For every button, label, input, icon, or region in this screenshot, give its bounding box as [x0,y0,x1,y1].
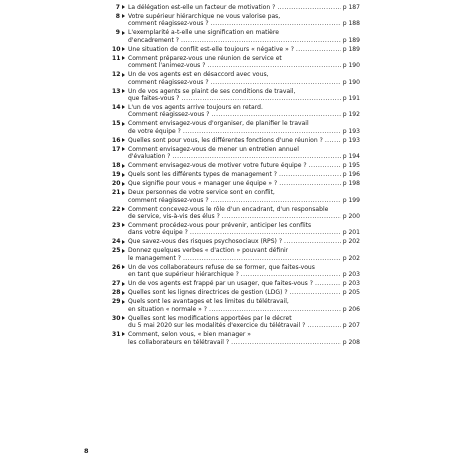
entry-line [128,153,360,160]
entry-title: que faites-vous ? [128,95,180,103]
dot-leader [172,153,340,160]
entry-line [128,280,360,287]
entry-text [128,280,360,287]
toc-entry [112,298,360,313]
toc-entry [112,13,360,28]
dot-leader [183,255,341,262]
entry-line [128,222,360,229]
toc-entry [112,104,360,119]
entry-title: Que savez-vous des risques psychosociaux (RPS) ? [128,238,283,246]
entry-line [128,180,360,187]
dot-leader [207,62,340,69]
entry-line [128,46,360,53]
entry-number: 31 [112,331,121,339]
dot-leader [284,238,341,245]
entry-text [128,71,360,86]
entry-number: 7 [115,4,120,11]
entry-number: 24 [112,238,121,246]
entry-number: 12 [112,71,121,79]
toc-entry [112,315,360,330]
entry-line [128,120,360,127]
dot-leader [279,180,340,187]
dot-leader [277,4,340,11]
entry-number: 26 [112,263,121,271]
page-reference: p 200 [342,213,360,221]
dot-leader [211,111,340,118]
arrow-icon [122,316,125,320]
arrow-icon [122,223,125,227]
entry-line [128,146,360,153]
entry-line [128,264,360,271]
page-reference: p 190 [342,78,360,86]
toc-entry [112,238,360,245]
entry-title: en situation « normale » ? [128,305,208,313]
entry-line [128,331,360,338]
entry-number: 16 [112,136,121,144]
entry-title: d'évaluation ? [128,153,171,161]
entry-title: d'encadrement ? [128,36,179,44]
entry-title: en tant que supérieur hiérarchique ? [128,271,239,279]
entry-line [128,229,360,236]
dot-leader [222,213,341,220]
dot-leader [296,46,341,53]
entry-line [128,238,360,245]
entry-line [128,37,360,44]
entry-title: Quels sont les différents types de management ? [128,171,277,179]
dot-leader [211,20,341,27]
entry-title: Comment envisagez-vous d'organiser, de planifier le travail [128,120,309,128]
dot-leader [181,95,340,102]
dot-leader [290,289,341,296]
arrow-icon [122,31,125,35]
entry-text [128,13,360,28]
entry-line [128,13,360,20]
dot-leader [190,229,341,236]
dot-leader [309,162,341,169]
entry-number: 15 [112,120,121,128]
page-reference: p 194 [342,153,360,161]
dot-leader [307,322,340,329]
page-reference: p 199 [342,196,360,204]
entry-title: Comment réagissez-vous ? [128,111,210,119]
arrow-icon [122,282,125,286]
arrow-icon [122,47,125,51]
entry-title: de votre équipe ? [128,127,181,135]
entry-line [128,322,360,329]
arrow-icon [122,207,125,211]
entry-text [128,120,360,135]
toc-entry [112,171,360,178]
page-reference: p 205 [342,289,360,297]
page-reference: p 202 [342,238,360,246]
dot-leader [325,137,341,144]
entry-title: Donnez quelques verbes « d'action » pouvant définir [128,247,289,255]
toc-entry [112,137,360,144]
entry-line [128,111,360,118]
entry-title: comment l'animez-vous ? [128,62,206,70]
toc-entry [112,46,360,53]
entry-text [128,298,360,313]
entry-number: 27 [112,280,121,288]
arrow-icon [122,332,125,336]
entry-line [128,62,360,69]
page-reference: p 189 [342,45,360,53]
entry-line [128,4,360,11]
arrow-icon [122,191,125,195]
arrow-icon [122,138,125,142]
arrow-icon [122,291,125,295]
entry-text [128,55,360,70]
arrow-icon [122,164,125,168]
entry-line [128,339,360,346]
entry-line [128,162,360,169]
entry-title: Comment concevez-vous le rôle d'un encadrant, d'un responsable [128,205,329,213]
dot-leader [211,79,341,86]
page-reference: p 192 [342,111,360,119]
entry-title: Quelles sont les modifications apportées par le décret [128,314,292,322]
entry-title: comment réagissez-vous ? [128,78,209,86]
page-reference: p 193 [342,127,360,135]
entry-title: Un de vos collaborateurs refuse de se former, que faites-vous [128,263,315,271]
page-reference: p 207 [342,322,360,330]
toc-entry [112,280,360,287]
entry-line [128,171,360,178]
entry-number: 18 [112,162,121,170]
entry-line [128,289,360,296]
page-reference: p 202 [342,254,360,262]
toc-entry [112,206,360,221]
entry-line [128,55,360,62]
entry-title: Que signifie pour vous « manager une équipe » ? [128,180,278,188]
entry-title: de service, vis-à-vis des élus ? [128,213,220,221]
entry-number: 28 [112,289,121,297]
entry-line [128,128,360,135]
entry-line [128,315,360,322]
page-reference: p 203 [342,271,360,279]
table-of-contents [112,4,360,348]
dot-leader [315,280,341,287]
entry-line [128,306,360,313]
toc-entry [112,55,360,70]
arrow-icon [122,89,125,93]
page-reference: p 203 [342,280,360,288]
entry-title: Comment préparez-vous une réunion de service et [128,54,282,62]
page-reference: p 187 [342,4,360,11]
entry-title: Quels sont les avantages et les limites du télétravail, [128,298,289,306]
arrow-icon [122,240,125,244]
entry-text [128,180,360,187]
entry-text [128,289,360,296]
arrow-icon [122,182,125,186]
page-reference: p 201 [342,229,360,237]
entry-line [128,137,360,144]
dot-leader [241,271,341,278]
entry-title: Un de vos agents est en désaccord avec vous, [128,71,269,79]
toc-entry [112,180,360,187]
entry-text [128,222,360,237]
entry-line [128,95,360,102]
entry-text [128,104,360,119]
dot-leader [211,197,341,204]
page-number: 8 [84,447,89,455]
entry-title: comment réagissez-vous ? [128,20,209,28]
toc-entry [112,146,360,161]
entry-title: les collaborateurs en télétravail ? [128,338,230,346]
entry-text [128,29,360,44]
entry-text [128,206,360,221]
entry-line [128,189,360,196]
toc-entry [112,88,360,103]
entry-line [128,247,360,254]
entry-number: 13 [112,87,121,95]
entry-text [128,162,360,169]
toc-entry [112,331,360,346]
page-reference: p 196 [342,171,360,179]
entry-title: L'un de vos agents arrive toujours en retard. [128,104,263,112]
toc-entry [112,71,360,86]
entry-text [128,146,360,161]
entry-number: 10 [112,45,121,53]
entry-line [128,29,360,36]
page-reference: p 195 [342,162,360,170]
entry-line [128,71,360,78]
entry-text [128,264,360,279]
entry-line [128,20,360,27]
entry-title: du 5 mai 2020 sur les modalités d'exercice du télétravail ? [128,322,306,330]
arrow-icon [122,56,125,60]
page-reference: p 190 [342,62,360,70]
page-reference: p 189 [342,36,360,44]
entry-line [128,271,360,278]
page-reference: p 191 [342,95,360,103]
toc-entry [112,222,360,237]
entry-number: 21 [112,189,121,197]
toc-entry [112,247,360,262]
arrow-icon [122,14,125,18]
dot-leader [231,339,341,346]
arrow-icon [122,105,125,109]
entry-title: Votre supérieur hiérarchique ne vous valorise pas, [128,13,281,20]
entry-title: le management ? [128,254,181,262]
entry-number: 9 [115,29,120,37]
entry-text [128,171,360,178]
entry-number: 19 [112,171,121,179]
toc-entry [112,289,360,296]
toc-entry [112,4,360,11]
arrow-icon [122,147,125,151]
entry-title: L'exemplarité a-t-elle une signification en matière [128,29,279,37]
toc-entry [112,264,360,279]
page-reference: p 188 [342,20,360,28]
arrow-icon [122,249,125,253]
entry-number: 30 [112,314,121,322]
entry-text [128,4,360,11]
entry-number: 11 [112,54,121,62]
entry-title: dans votre équipe ? [128,229,188,237]
entry-text [128,88,360,103]
entry-title: Comment procédez-vous pour prévenir, anticiper les conflits [128,222,312,230]
entry-text [128,189,360,204]
arrow-icon [122,5,125,9]
entry-line [128,104,360,111]
entry-title: Un de vos agents se plaint de ses conditions de travail, [128,87,296,95]
entry-number: 17 [112,145,121,153]
entry-number: 8 [115,13,120,20]
page-reference: p 208 [342,338,360,346]
entry-title: Quelles sont les lignes directrices de gestion (LDG) ? [128,289,288,297]
entry-number: 22 [112,205,121,213]
entry-title: Une situation de conflit est-elle toujours « négative » ? [128,45,294,53]
dot-leader [183,128,341,135]
entry-text [128,315,360,330]
page-reference: p 206 [342,305,360,313]
dot-leader [279,171,341,178]
entry-line [128,88,360,95]
entry-title: Comment envisagez-vous de motiver votre future équipe ? [128,162,307,170]
entry-number: 23 [112,222,121,230]
entry-title: Comment envisagez-vous de mener un entretien annuel [128,145,299,153]
toc-entry [112,162,360,169]
toc-entry [112,120,360,135]
arrow-icon [122,300,125,304]
entry-line [128,206,360,213]
entry-title: Comment, selon vous, « bien manager » [128,331,251,339]
arrow-icon [122,73,125,77]
entry-title: Un de vos agents est frappé par un usager, que faites-vous ? [128,280,313,288]
page-reference: p 198 [342,180,360,188]
entry-line [128,79,360,86]
entry-title: comment réagissez-vous ? [128,196,209,204]
entry-text [128,46,360,53]
toc-entry [112,189,360,204]
toc-entry [112,29,360,44]
entry-line [128,255,360,262]
entry-text [128,137,360,144]
entry-number: 25 [112,247,121,255]
entry-line [128,213,360,220]
entry-line [128,298,360,305]
entry-text [128,331,360,346]
entry-number: 20 [112,180,121,188]
entry-number: 14 [112,104,121,112]
entry-line [128,197,360,204]
dot-leader [209,306,341,313]
arrow-icon [122,265,125,269]
entry-text [128,247,360,262]
entry-title: Deux personnes de votre service sont en conflit, [128,189,275,197]
arrow-icon [122,122,125,126]
entry-text [128,238,360,245]
arrow-icon [122,173,125,177]
entry-title: Quelles sont pour vous, les différentes fonctions d'une réunion ? [128,136,323,144]
dot-leader [181,37,341,44]
entry-number: 29 [112,298,121,306]
page-reference: p 193 [342,136,360,144]
entry-title: La délégation est-elle un facteur de motivation ? [128,4,276,11]
